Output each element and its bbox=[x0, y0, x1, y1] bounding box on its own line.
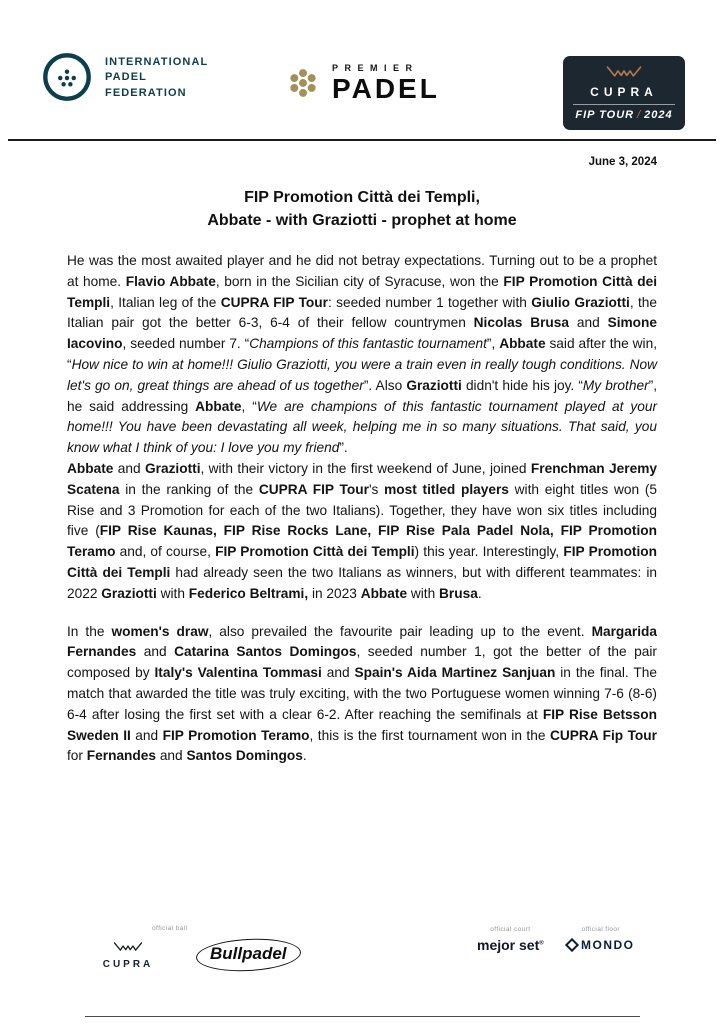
footer-bullpadel-logo bbox=[206, 944, 291, 964]
bullpadel-wordmark: Bullpadel bbox=[206, 944, 291, 964]
paragraph-men-final: He was the most awaited player and he did not betray expectations. Turning out to be a prophet at home. Flavio Abbate, born in the Sicilian city of Syracuse, won the FIP Promotion Città dei Templi, Italian leg of the CUPRA FIP Tour: seeded number 1 together with Giulio Graziotti, the Italian pair got the better 6-3, 6-4 of their fellow countrymen Nicolas Brusa and Simone Iacovino, seeded number 7. “Champions of this fantastic tournament”, Abbate said after the win, “How nice to win at home!!! Giulio Graziotti, you were a train even in really tough conditions. Now let's go on, great things are ahead of us together”. Also Graziotti didn't hide his joy. “My brother”, he said addressing Abbate, “We are champions of this fantastic tournament played at your home!!! You have been devastating all week, helping me in so many situations. That said, you know what I think of you: I love you my friend”. bbox=[67, 253, 658, 456]
paragraph-titles-ranking: Abbate and Graziotti, with their victory in the first weekend of June, joined Frenchman Jeremy Scatena in the ranking of the CUPRA FIP Tour's most titled players with eight titles won (5 Rise and 3 Promotion for each of the two Italians). Together, they have won six titles including five (FIP Rise Kaunas, FIP Rise Rocks Lane, FIP Rise Pala Padel Nola, FIP Promotion Teramo and, of course, FIP Promotion Città dei Templi) this year. Interestingly, FIP Promotion Città dei Templi had already seen the two Italians as winners, but with different teammates: in 2022 Graziotti with Federico Beltrami, in 2023 Abbate with Brusa. bbox=[67, 460, 658, 601]
mondo-text: MONDO bbox=[581, 938, 635, 952]
fip-tour-year bbox=[571, 109, 677, 121]
ipf-logo-text bbox=[105, 55, 208, 102]
article-title bbox=[50, 187, 674, 232]
premier-label: PREMIER bbox=[332, 63, 419, 73]
badge-slash: / bbox=[637, 109, 642, 121]
footer-label-official-floor: official floor bbox=[581, 926, 620, 933]
registered-mark: ® bbox=[539, 940, 544, 947]
mondo-diamond-icon bbox=[565, 938, 579, 952]
padel-label: PADEL bbox=[332, 73, 440, 104]
cupra-fip-tour-badge bbox=[563, 56, 685, 130]
footer-rule bbox=[85, 1016, 640, 1017]
premier-padel-wordmark bbox=[332, 63, 440, 102]
padel-racket-icon bbox=[40, 51, 94, 105]
article-body bbox=[67, 251, 657, 767]
footer-label-official-court: official court bbox=[490, 926, 531, 933]
date: June 3, 2024 bbox=[588, 156, 657, 168]
mondo-wordmark bbox=[567, 938, 635, 952]
footer-mondo-logo bbox=[567, 926, 635, 952]
cupra-emblem-icon bbox=[113, 942, 143, 951]
header-rule bbox=[8, 139, 716, 141]
ipf-line-international: INTERNATIONAL bbox=[105, 55, 209, 68]
ipf-logo bbox=[40, 51, 208, 105]
ipf-line-federation: FEDERATION bbox=[105, 86, 187, 99]
mejorset-wordmark bbox=[477, 937, 544, 953]
footer-label-official-ball: official ball bbox=[152, 925, 188, 932]
mejorset-text: mejor set bbox=[477, 937, 540, 953]
footer-mejorset-logo bbox=[477, 926, 544, 953]
footer-cupra-logo bbox=[94, 938, 162, 970]
premier-padel-logo bbox=[286, 63, 440, 102]
fip-tour-label: FIP TOUR bbox=[575, 109, 635, 121]
badge-divider bbox=[573, 104, 675, 105]
footer-cupra-wordmark: CUPRA bbox=[102, 959, 154, 970]
cupra-emblem-icon bbox=[606, 66, 642, 77]
title-line-2: Abbate - with Graziotti - prophet at home bbox=[207, 211, 517, 229]
year-label: 2024 bbox=[644, 109, 673, 121]
premier-padel-mark-icon bbox=[286, 66, 320, 100]
title-line-1: FIP Promotion Città dei Templi, bbox=[244, 189, 480, 206]
paragraph-women-final: In the women's draw, also prevailed the favourite pair leading up to the event. Margarida Fernandes and Catarina Santos Domingos, seeded number 1, got the better of the pair composed by Italy's Valentina Tommasi and Spain's Aida Martinez Sanjuan in the final. The match that awarded the title was truly exciting, with the two Portuguese women winning 7-6 (8-6) 6-4 after losing the first set with a clear 6-2. After reaching the semifinals at FIP Rise Betsson Sweden II and FIP Promotion Teramo, this is the first tournament won in the CUPRA Fip Tour for Fernandes and Santos Domingos. bbox=[67, 623, 657, 764]
cupra-wordmark: CUPRA bbox=[590, 85, 658, 99]
ipf-line-padel: PADEL bbox=[105, 71, 147, 84]
